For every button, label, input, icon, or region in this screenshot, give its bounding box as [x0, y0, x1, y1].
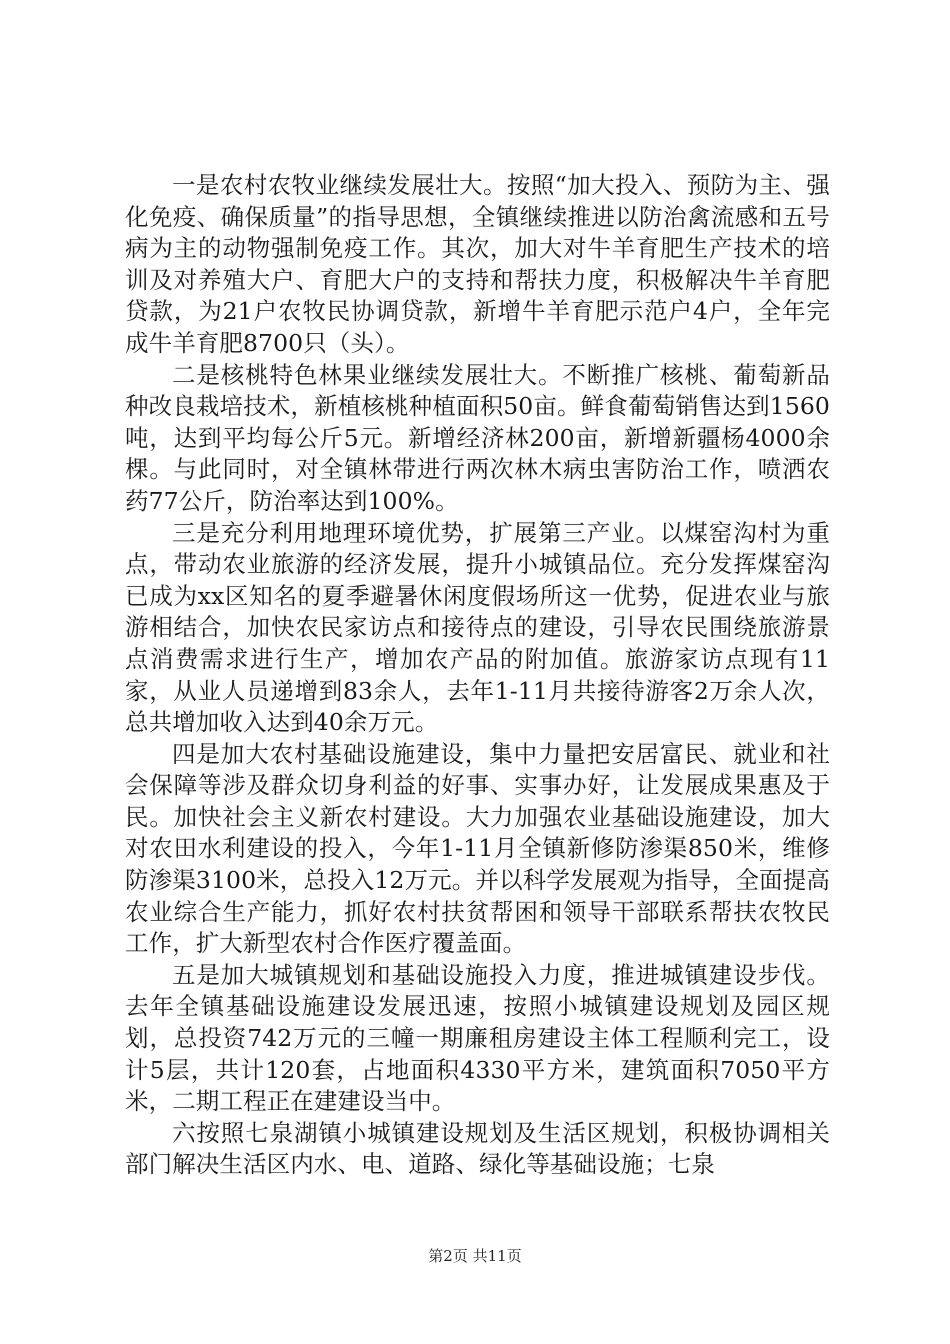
paragraph-6: 六按照七泉湖镇小城镇建设规划及生活区规划，积极协调相关部门解决生活区内水、电、道路、绿化等基础设施；七泉 [125, 1118, 830, 1179]
page-footer: 第2页 共11页 [428, 1247, 522, 1265]
paragraph-4: 四是加大农村基础设施建设，集中力量把安居富民、就业和社会保障等涉及群众切身利益的好事、实事办好，让发展成果惠及于民。加快社会主义新农村建设。大力加强农业基础设施建设，加大对农田水利建设的投入，今年1-11月全镇新修防渗渠850米，维修防渗渠3100米，总投入12万元。并以科学发展观为指导，全面提高农业综合生产能力，抓好农村扶贫帮困和领导干部联系帮扶农牧民工作，扩大新型农村合作医疗覆盖面。 [125, 739, 830, 958]
paragraph-2: 二是核桃特色林果业继续发展壮大。不断推广核桃、葡萄新品种改良栽培技术，新植核桃种植面积50亩。鲜食葡萄销售达到1560吨，达到平均每公斤5元。新增经济林200亩，新增新疆杨4000余棵。与此同时，对全镇林带进行两次林木病虫害防治工作，喷洒农药77公斤，防治率达到100%。 [125, 360, 830, 515]
paragraph-1: 一是农村农牧业继续发展壮大。按照“加大投入、预防为主、强化免疫、确保质量”的指导思想，全镇继续推进以防治禽流感和五号病为主的动物强制免疫工作。其次，加大对牛羊育肥生产技术的培训及对养殖大户、育肥大户的支持和帮扶力度，积极解决牛羊育肥贷款，为21户农牧民协调贷款，新增牛羊育肥示范户4户，全年完成牛羊育肥8700只（头）。 [125, 171, 830, 357]
document-body [125, 170, 830, 1181]
paragraph-5: 五是加大城镇规划和基础设施投入力度，推进城镇建设步伐。去年全镇基础设施建设发展迅速，按照小城镇建设规划及园区规划，总投资742万元的三幢一期廉租房建设主体工程顺利完工，设计5层，共计120套，占地面积4330平方米，建筑面积7050平方米，二期工程正在建建设当中。 [125, 960, 830, 1116]
paragraph-3: 三是充分利用地理环境优势，扩展第三产业。以煤窑沟村为重点，带动农业旅游的经济发展，提升小城镇品位。充分发挥煤窑沟已成为xx区知名的夏季避暑休闲度假场所这一优势，促进农业与旅游相结合，加快农民家访点和接待点的建设，引导农民围绕旅游景点消费需求进行生产，增加农产品的附加值。旅游家访点现有11家，从业人员递增到83余人，去年1-11月共接待游客2万余人次，总共增加收入达到40余万元。 [125, 518, 830, 737]
